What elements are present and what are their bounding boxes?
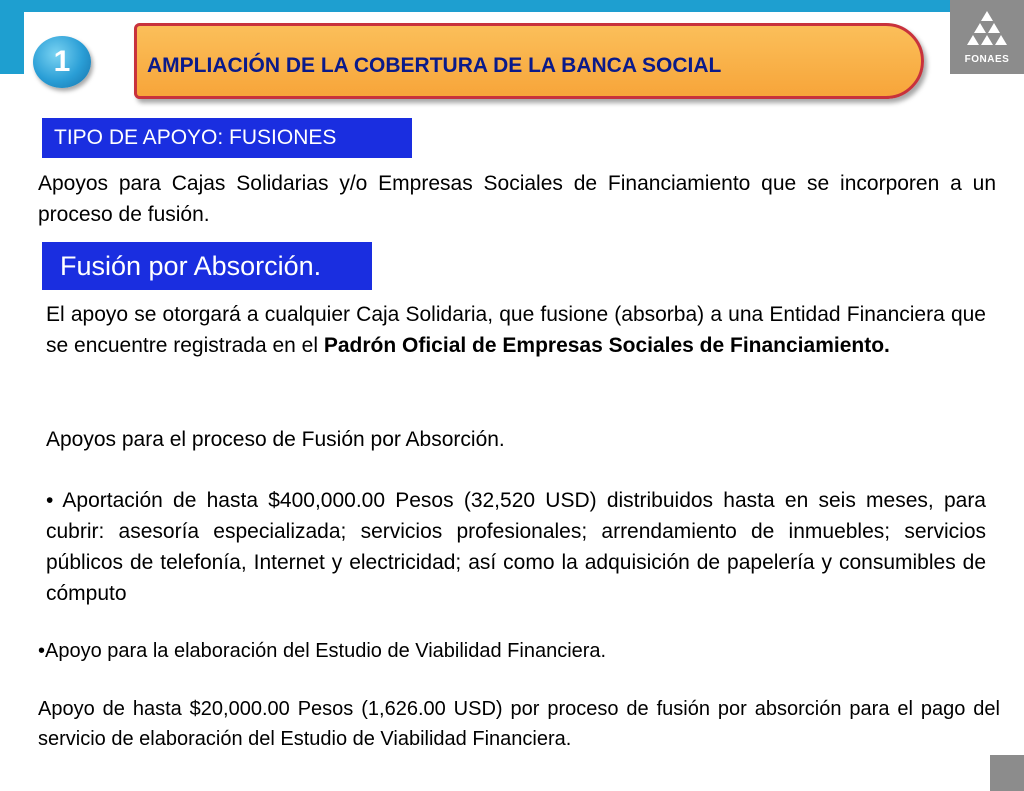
padron-oficial-text: Padrón Oficial de Empresas Sociales de Financiamiento. xyxy=(323,334,890,357)
left-frame-bar xyxy=(0,0,24,74)
fusion-description xyxy=(46,299,986,361)
page-title: AMPLIACIÓN DE LA COBERTURA DE LA BANCA SOCIAL xyxy=(147,54,722,77)
logo-text: FONAES xyxy=(964,54,1010,65)
title-banner xyxy=(134,23,924,99)
bullet-aportacion: • Aportación de hasta $400,000.00 Pesos (32,520 USD) distribuidos hasta en seis meses, para cubrir: asesoría especializada; servicios profesionales; arrendamiento de inmuebles; servicios públicos de telefonía, Internet y electricidad; así como la adquisición de papelería y consumibles de cómputo xyxy=(46,489,986,605)
top-frame-bar xyxy=(0,0,950,12)
apoyos-heading: Apoyos para el proceso de Fusión por Absorción. xyxy=(46,428,505,451)
section-number-badge: 1 xyxy=(33,36,91,88)
tipo-apoyo-label: TIPO DE APOYO: FUSIONES xyxy=(42,118,412,158)
final-paragraph: Apoyo de hasta $20,000.00 Pesos (1,626.00 USD) por proceso de fusión por absorción para el pago del servicio de elaboración del Estudio de Viabilidad Financiera. xyxy=(38,698,1000,750)
fusion-absorcion-label: Fusión por Absorción. xyxy=(42,242,372,290)
pyramid-icon xyxy=(962,9,1012,53)
fonaes-logo xyxy=(950,0,1024,74)
corner-block xyxy=(990,755,1024,791)
intro-paragraph: Apoyos para Cajas Solidarias y/o Empresas Sociales de Financiamiento que se incorporen a un proceso de fusión. xyxy=(38,172,996,226)
fusion-description-text: El apoyo se otorgará a cualquier Caja Solidaria, que fusione (absorba) a una Entidad Financiera que se encuentre registrada en el xyxy=(46,303,986,357)
bullet-estudio-viabilidad: •Apoyo para la elaboración del Estudio de Viabilidad Financiera. xyxy=(38,640,607,662)
